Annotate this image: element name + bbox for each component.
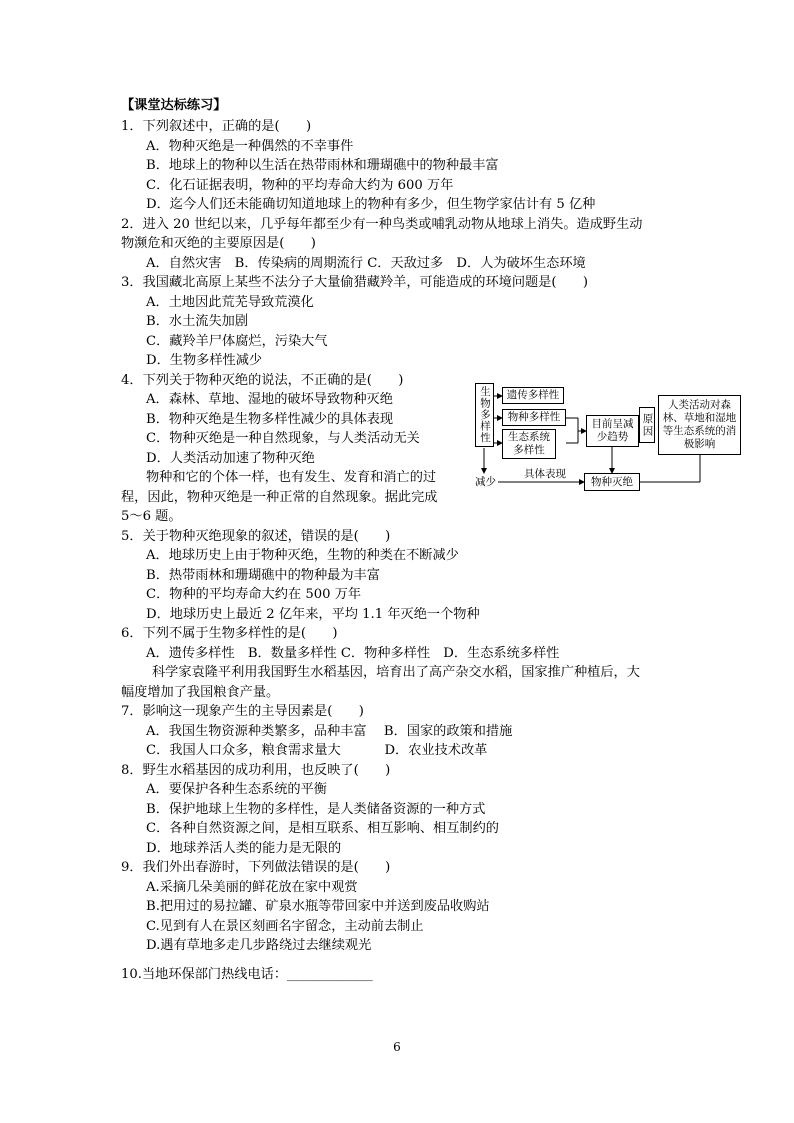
diagram-cause-box: 人类活动对森林、草地和湿地等生态系统的消极影响: [658, 395, 741, 455]
q2-options: A．自然灾害 B．传染病的周期流行 C．天敌过多 D．人为破坏生态环境: [146, 256, 586, 271]
diagram-trend-box: 目前呈减少趋势: [586, 415, 639, 447]
diagram-manifestation-label: 具体表现: [524, 468, 566, 480]
diagram-extinction-box: 物种灭绝: [584, 473, 640, 491]
q1-option-d: D．迄今人们还未能确切知道地球上的物种有多少，但生物学家估计有 5 亿种: [146, 197, 596, 212]
diagram-ecosystem-box: 生态系统多样性: [502, 429, 556, 459]
q4-option-a: A．森林、草地、湿地的破坏导致物种灭绝: [146, 392, 393, 407]
q3-option-b: B．水土流失加剧: [146, 314, 249, 329]
question-7: 7．影响这一现象产生的主导因素是( ): [121, 704, 364, 719]
diagram-cause-label: 原因: [639, 407, 655, 443]
question-4: 4．下列关于物种灭绝的说法，不正确的是( ): [121, 373, 404, 388]
q1-option-b: B．地球上的物种以生活在热带雨林和珊瑚礁中的物种最丰富: [146, 158, 499, 173]
q1-option-c: C．化石证据表明，物种的平均寿命大约为 600 万年: [146, 178, 454, 193]
q8-option-b: B．保护地球上生物的多样性，是人类储备资源的一种方式: [146, 802, 486, 817]
q4-option-d: D．人类活动加速了物种灭绝: [146, 451, 315, 466]
q9-option-a: A.采摘几朵美丽的鲜花放在家中观赏: [146, 880, 358, 895]
question-5: 5．关于物种灭绝现象的叙述，错误的是( ): [121, 529, 391, 544]
diagram-genetic-box: 遗传多样性: [502, 387, 564, 404]
passage-line-3: 5～6 题。: [121, 509, 182, 524]
question-2-cont: 物濒危和灭绝的主要原因是( ): [121, 236, 316, 251]
q9-option-b: B.把用过的易拉罐、矿泉水瓶等带回家中并送到废品收购站: [146, 899, 490, 914]
q3-option-c: C．藏羚羊尸体腐烂，污染大气: [146, 334, 328, 349]
q5-option-a: A．地球历史上由于物种灭绝，生物的种类在不断减少: [146, 548, 459, 563]
question-1: 1．下列叙述中，正确的是( ): [121, 119, 312, 134]
q4-option-b: B．物种灭绝是生物多样性减少的具体表现: [146, 412, 394, 427]
biodiversity-diagram: [472, 381, 744, 497]
q3-option-d: D．生物多样性减少: [146, 353, 263, 368]
q7-options-ab: A．我国生物资源种类繁多，品种丰富 B．国家的政策和措施: [146, 724, 513, 739]
q9-option-c: C.见到有人在景区刻画名字留念，主动前去制止: [146, 919, 424, 934]
section-title: 【课堂达标练习】: [121, 98, 227, 113]
passage2-line-1: 科学家袁隆平利用我国野生水稻基因，培育出了高产杂交水稻，国家推广种植后，大: [152, 665, 640, 680]
q5-option-c: C．物种的平均寿命大约在 500 万年: [146, 587, 362, 602]
q3-option-a: A．土地因此荒芜导致荒漠化: [146, 295, 314, 310]
q5-option-d: D．地球历史上最近 2 亿年来，平均 1.1 年灭绝一个物种: [146, 607, 480, 622]
question-10: 10.当地环保部门热线电话：_____________: [121, 967, 373, 982]
passage2-line-2: 幅度增加了我国粮食产量。: [121, 685, 280, 700]
q6-options: A．遗传多样性 B．数量多样性 C．物种多样性 D．生态系统多样性: [146, 646, 560, 661]
question-8: 8．野生水稻基因的成功利用，也反映了( ): [121, 763, 391, 778]
question-2: 2．进入 20 世纪以来，几乎每年都至少有一种鸟类或哺乳动物从地球上消失。造成野生动: [121, 217, 643, 232]
diagram-decrease-label: 减少: [475, 476, 496, 488]
passage-line-1: 物种和它的个体一样，也有发生、发育和消亡的过: [146, 470, 437, 485]
q8-option-a: A．要保护各种生态系统的平衡: [146, 782, 327, 797]
q9-option-d: D.遇有草地多走几步路绕过去继续观光: [146, 938, 372, 953]
passage-line-2: 程，因此，物种灭绝是一种正常的自然现象。据此完成: [121, 490, 438, 505]
page-number: 6: [393, 1040, 401, 1054]
question-3: 3．我国藏北高原上某些不法分子大量偷猎藏羚羊，可能造成的环境问题是( ): [121, 275, 589, 290]
q1-option-a: A．物种灭绝是一种偶然的不幸事件: [146, 139, 354, 154]
q7-options-cd: C．我国人口众多，粮食需求量大 D．农业技术改革: [146, 743, 488, 758]
q5-option-b: B．热带雨林和珊瑚礁中的物种最为丰富: [146, 568, 380, 583]
question-6: 6．下列不属于生物多样性的是( ): [121, 626, 338, 641]
q8-option-d: D．地球养活人类的能力是无限的: [146, 841, 342, 856]
question-9: 9．我们外出春游时，下列做法错误的是( ): [121, 860, 391, 875]
q8-option-c: C．各种自然资源之间，是相互联系、相互影响、相互制约的: [146, 821, 499, 836]
q4-option-c: C．物种灭绝是一种自然现象，与人类活动无关: [146, 431, 420, 446]
diagram-root-box: 生物多样性: [475, 383, 494, 447]
diagram-species-box: 物种多样性: [502, 409, 566, 426]
